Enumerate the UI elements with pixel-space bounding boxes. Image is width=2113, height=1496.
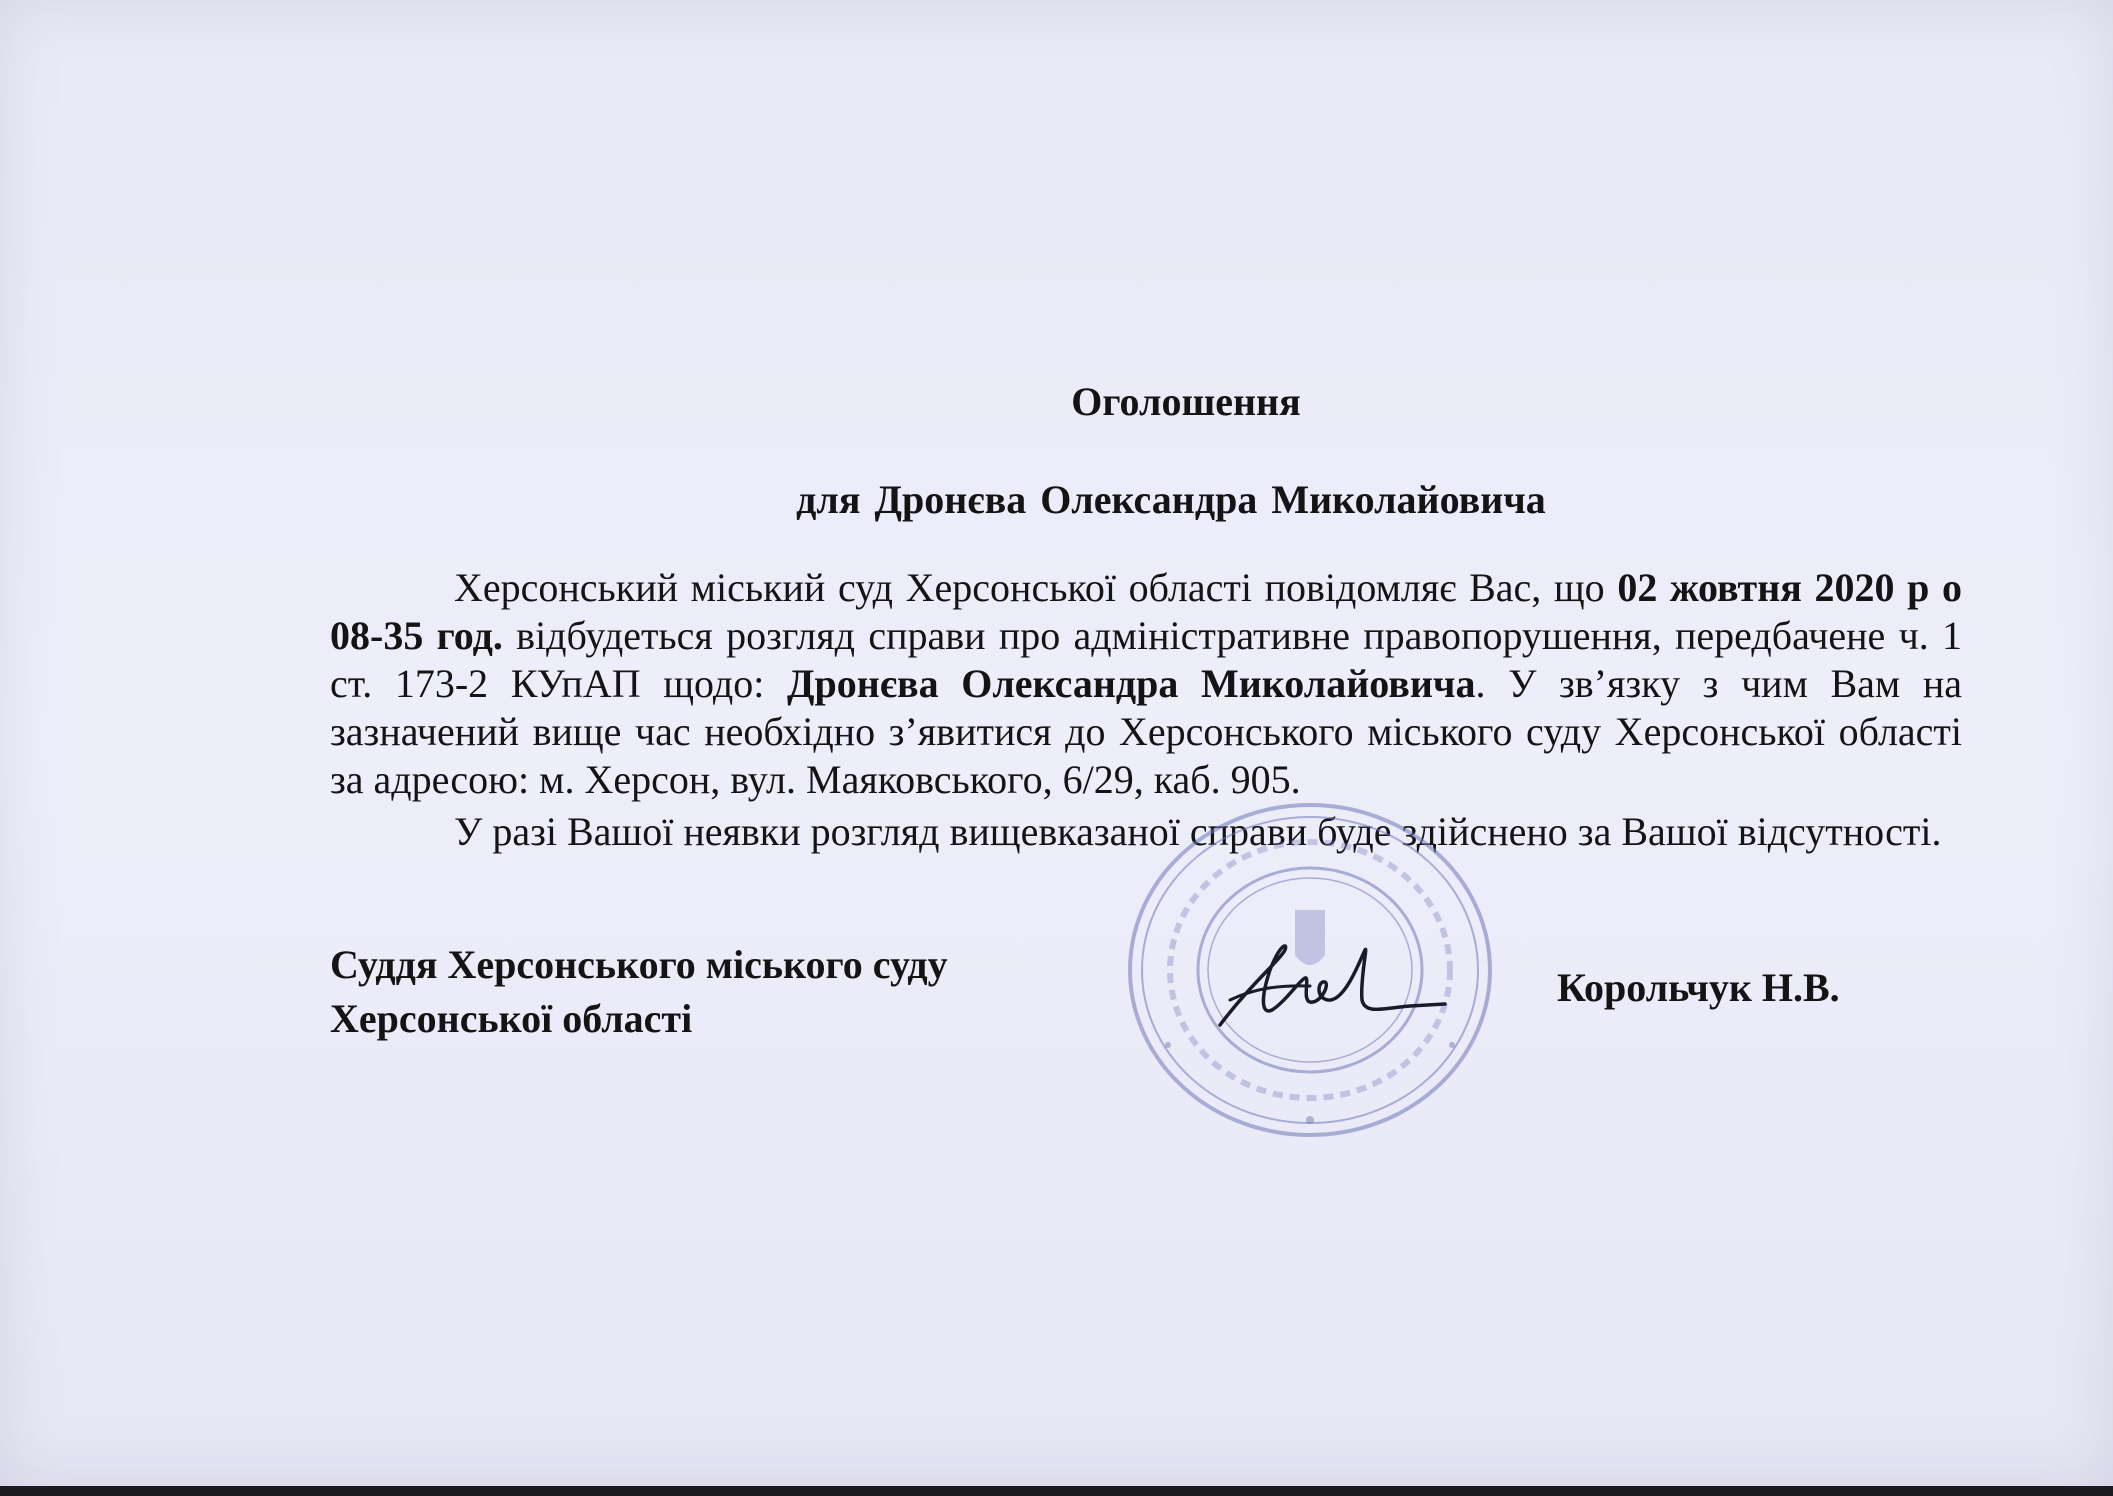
notice-text-part2: відбудеться розгляд справи про адміністративне правопорушення, передбачене ч. 1 ст. 173-2 КУпАП щодо: <box>330 613 1962 706</box>
absence-paragraph: У разі Вашої неявки розгляд вищевказаної справи буде здійснено за Вашої відсутності. <box>454 809 1942 854</box>
hearing-date: 02 жовтня 2020 р о 08-35 год. <box>330 565 1963 658</box>
document-title: Оголошення <box>1071 379 1301 424</box>
document-body <box>330 378 1962 856</box>
notice-text-part3: . У зв’язку з чим Вам на зазначений вище час необхідно з’явитися до Херсонського міського суду Херсонської області за адресою: м. Херсон, вул. Маяковського, 6/29, каб. 905. <box>330 661 1963 802</box>
table-surface <box>0 1486 2113 1496</box>
addressee-line: для Дронєва Олександра Миколайовича <box>796 477 1546 522</box>
judge-position <box>330 938 948 1046</box>
defendant-name: Дронєва Олександра Миколайовича <box>786 661 1476 706</box>
notice-paragraph <box>330 564 1962 804</box>
judge-position-line1: Суддя Херсонського міського суду <box>330 942 948 987</box>
judge-name: Корольчук Н.В. <box>1557 965 1840 1010</box>
judge-signature <box>1210 930 1450 1040</box>
notice-text-part1: Херсонський міський суд Херсонської області повідомляє Вас, що <box>454 565 1618 610</box>
judge-position-line2: Херсонської області <box>330 996 693 1041</box>
